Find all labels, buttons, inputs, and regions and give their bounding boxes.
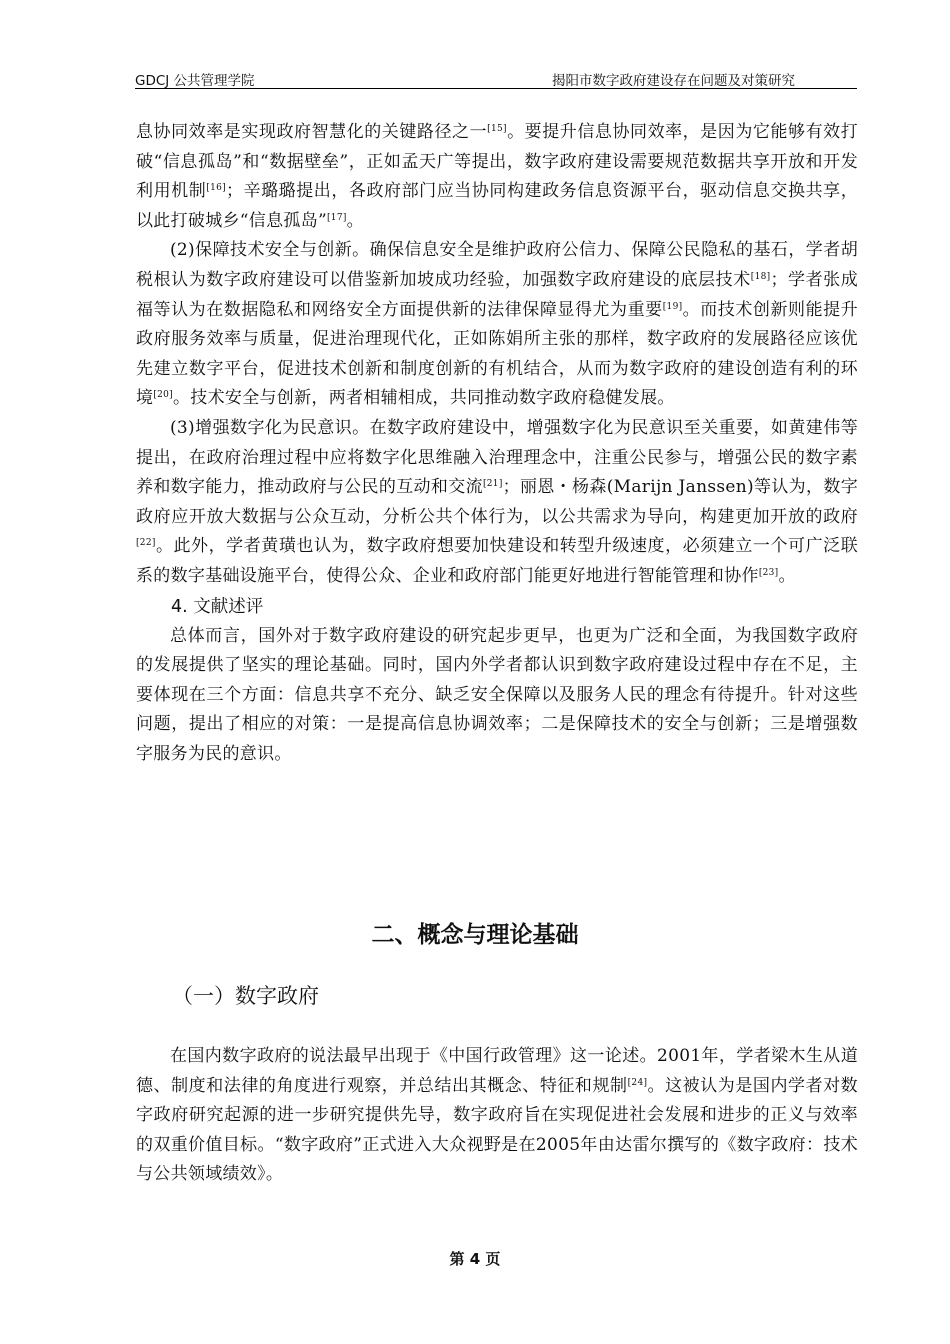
text-span: 息协同效率是实现政府智慧化的关键路径之一	[136, 122, 488, 142]
citation: [24]	[627, 1077, 648, 1088]
citation: [20]	[153, 390, 173, 401]
paragraph-info-synergy	[136, 118, 858, 236]
literature-review-heading: 4. 文献述评	[171, 596, 264, 617]
citation: [22]	[136, 538, 156, 549]
text-span: 。	[778, 565, 796, 586]
text-span: (2)保障技术安全与创新。确保信息安全是维护政府公信力、保障公民隐私的基石，学者胡税根认为数字政府建设可以借鉴新加坡成功经验，加强数字政府建设的底层技术	[136, 240, 858, 290]
text-span: ；辛璐璐提出，各政府部门应当协同构建政务信息资源平台，驱动信息交换共享，以此打破城乡“信息孤岛”	[136, 181, 858, 231]
citation: [19]	[662, 301, 683, 312]
text-span: ；丽恩・杨森(Marijn Janssen)等认为，数字政府应开放大数据与公众互动，分析公共个体行为，以公共需求为导向，构建更加开放的政府	[136, 477, 859, 527]
text-span: ；学者张成福等认为在数据隐私和网络安全方面提供新的法律保障显得尤为重要	[136, 269, 859, 320]
text-span: (3)增强数字化为民意识。在数字政府建设中，增强数字化为民意识至关重要，如黄建伟等提出，在政府治理过程中应将数字化思维融入治理理念中，注重公民参与，增强公民的数字素养和数字能力，推动政府与公民的互动和交流	[136, 417, 858, 498]
paragraph-citizen-awareness	[136, 414, 858, 592]
section-title: （一）数字政府	[172, 984, 319, 1008]
page-number: 第 4 页	[449, 1250, 501, 1268]
literature-review-paragraph: 总体而言，国外对于数字政府建设的研究起步更早，也更为广泛和全面，为我国数字政府的发展提供了坚实的理论基础。同时，国内外学者都认识到数字政府建设过程中存在不足，主要体现在三个方面：信息共享不充分、缺乏安全保障以及服务人民的理念有待提升。针对这些问题，提出了相应的对策：一是提高信息协调效率；二是保障技术的安全与创新；三是增强数字服务为民的意识。	[136, 625, 858, 764]
text-span: 。要提升信息协同效率，是因为它能够有效打破“信息孤岛”和“数据壁垒”，正如孟天广等提出，数字政府建设需要规范数据共享开放和开发利用机制	[136, 122, 858, 202]
citation: [23]	[758, 567, 779, 578]
citation: [17]	[326, 212, 347, 223]
section-body	[136, 1042, 858, 1190]
header-institution: GDCJ 公共管理学院	[135, 73, 255, 89]
citation: [16]	[206, 183, 226, 194]
text-span: 。技术安全与创新，两者相辅相成，共同推动数字政府稳健发展。	[173, 388, 675, 409]
citation: [15]	[487, 124, 507, 134]
paragraph-tech-security	[136, 236, 858, 414]
citation: [21]	[482, 479, 503, 490]
header-thesis-title: 揭阳市数字政府建设存在问题及对策研究	[552, 73, 795, 89]
page-header	[135, 66, 857, 89]
paragraph-digital-government-origin	[136, 1042, 858, 1190]
body-text	[136, 118, 858, 769]
text-span: 在国内数字政府的说法最早出现于《中国行政管理》这一论述。2001年，学者梁木生从道德、制度和法律的角度进行观察，并总结出其概念、特征和规制	[136, 1046, 858, 1096]
text-span: 。这被认为是国内学者对数字政府研究起源的进一步研究提供先导，数字政府旨在实现促进社会发展和进步的正义与效率的双重价值目标。“数字政府”正式进入大众视野是在2005年由达雷尔撰写的《数字政府：技术与公共领域绩效》。	[136, 1075, 858, 1185]
text-span: 。而技术创新则能提升政府服务效率与质量，促进治理现代化，正如陈娟所主张的那样，数字政府的发展路径应该优先建立数字平台，促进技术创新和制度创新的有机结合，从而为数字政府的建设创造有利的环境	[136, 299, 858, 409]
text-span: 。此外，学者黄璜也认为，数字政府想要加快建设和转型升级速度，必须建立一个可广泛联系的数字基础设施平台，使得公众、企业和政府部门能更好地进行智能管理和协作	[136, 536, 858, 586]
citation: [18]	[750, 271, 771, 282]
text-span: 。	[346, 210, 364, 231]
chapter-title: 二、概念与理论基础	[371, 922, 579, 948]
